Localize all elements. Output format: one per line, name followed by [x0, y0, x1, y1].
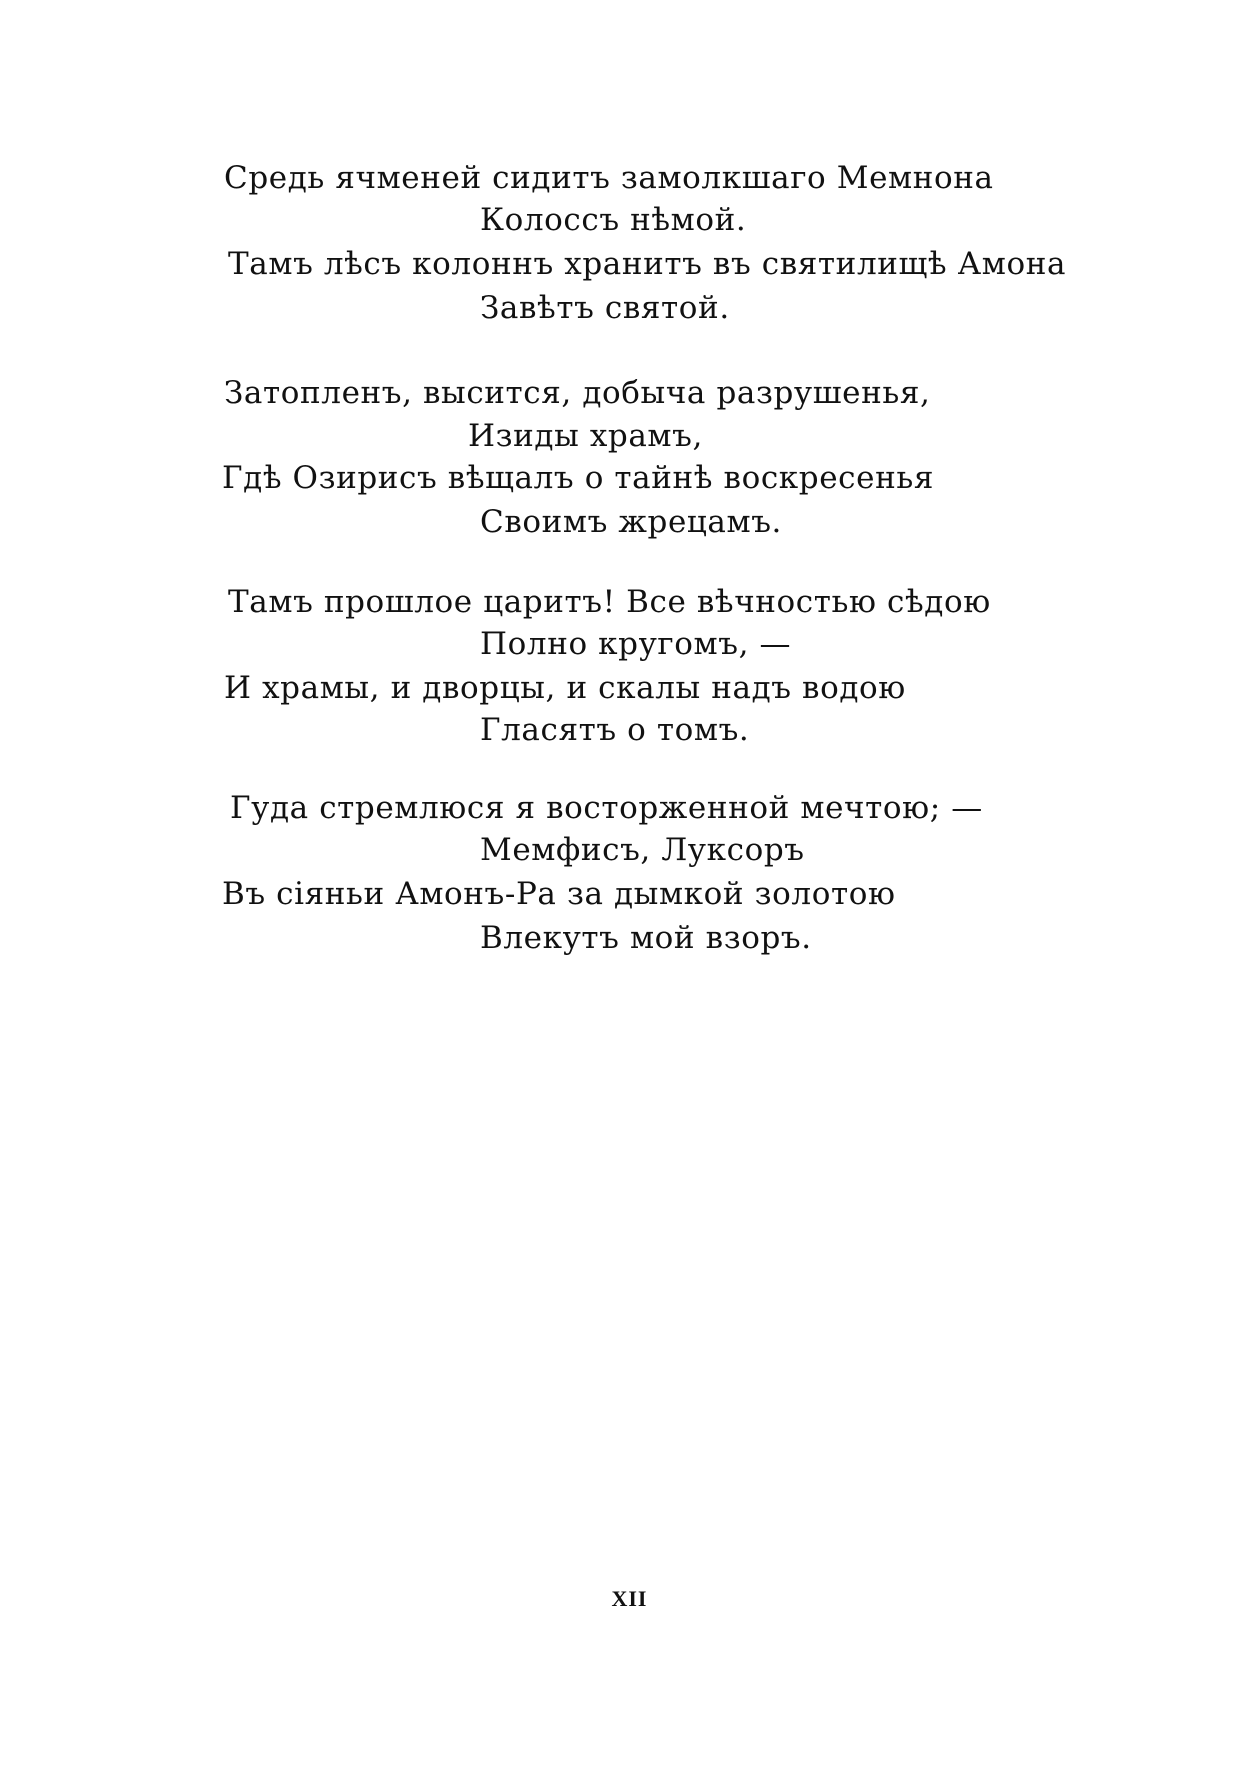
- poem-line: Гдѣ Озирисъ вѣщалъ о тайнѣ воскресенья: [222, 460, 934, 496]
- poem-line: Полно кругомъ, —: [480, 626, 792, 662]
- page-number: XII: [611, 1586, 648, 1611]
- poem-line: Въ сіяньи Амонъ-Ра за дымкой золотою: [222, 876, 896, 912]
- poem-line: Тамъ лѣсъ колоннъ хранитъ въ святилищѣ Амона: [228, 246, 1067, 282]
- poem-line: И храмы, и дворцы, и скалы надъ водою: [224, 670, 906, 706]
- poem-line: Гласятъ о томъ.: [480, 712, 750, 748]
- poem-line: Тамъ прошлое царитъ! Все вѣчностью сѣдою: [228, 584, 991, 620]
- poem-line: Колоссъ нѣмой.: [480, 202, 747, 238]
- poem-line: Гуда стремлюся я восторженной мечтою; —: [230, 790, 983, 826]
- poem-line: Изиды храмъ,: [468, 418, 703, 454]
- poem-line: Своимъ жрецамъ.: [480, 504, 783, 540]
- poem-line: Влекутъ мой взоръ.: [480, 920, 812, 956]
- poem-line: Мемфисъ, Луксоръ: [480, 832, 805, 868]
- poem-line: Средь ячменей сидитъ замолкшаго Мемнона: [224, 160, 994, 196]
- poem-line: Завѣтъ святой.: [480, 290, 730, 326]
- poem-line: Затопленъ, высится, добыча разрушенья,: [224, 375, 931, 411]
